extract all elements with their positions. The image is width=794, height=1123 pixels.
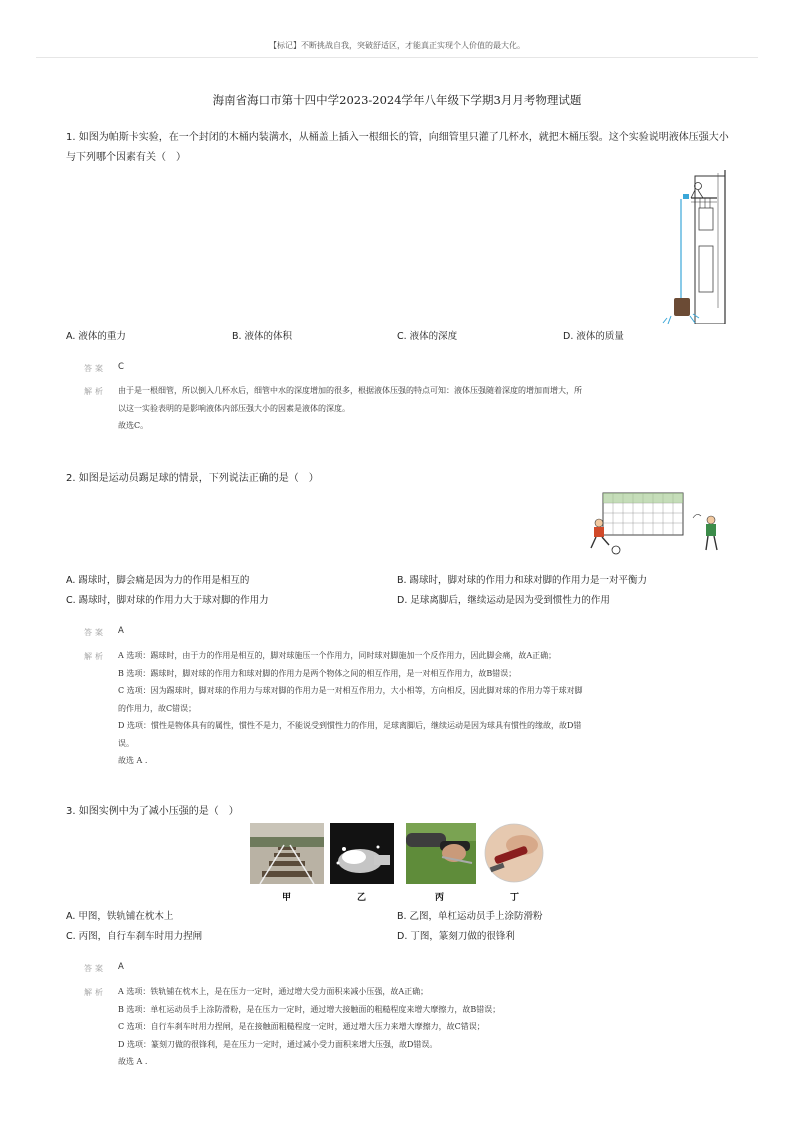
q2-analysis-line: 故选 A .	[118, 756, 148, 765]
q2-option-a[interactable]: A. 踢球时，脚会痛是因为力的作用是相互的	[66, 575, 250, 586]
q2-analysis-line: C 选项：因为踢球时，脚对球的作用力与球对脚的作用力是一对相互作用力，大小相等，方向相反，因此脚对球的作用力等于球对脚	[118, 686, 583, 695]
q2-analysis-line: 误。	[118, 738, 134, 748]
q2-analysis-line: D 选项：惯性是物体具有的属性，惯性不是力，不能说受到惯性力的作用，足球离脚后，继续运动是因为球具有惯性的缘故，故D错	[118, 721, 582, 730]
header-note: 【标记】不断挑战自我，突破舒适区，才能真正实现个人价值的最大化。	[269, 41, 525, 50]
caption-yi: 乙	[357, 893, 367, 903]
q3-analysis-line: A 选项：铁轨铺在枕木上，是在压力一定时，通过增大受力面积来减小压强，故A正确；	[118, 987, 429, 996]
q3-answer: A	[118, 962, 124, 972]
q3-option-d[interactable]: D. 丁图，篆刻刀做的很锋利	[397, 931, 515, 942]
q3-analysis-line: 故选 A .	[118, 1057, 148, 1066]
q1-analysis	[118, 382, 718, 435]
q1-analysis-label: 解析	[84, 387, 106, 396]
header-divider	[36, 57, 758, 58]
q3-analysis-line: D 选项：篆刻刀做的很锋利，是在压力一定时，通过减小受力面积来增大压强，故D错误。	[118, 1039, 438, 1049]
q1-answer-label: 答案	[84, 364, 106, 373]
q2-option-b[interactable]: B. 踢球时，脚对球的作用力和球对脚的作用力是一对平衡力	[397, 575, 648, 586]
caption-ding: 丁	[510, 893, 520, 903]
q1-analysis-line: 以这一实验表明的是影响液体内部压强大小的因素是液体的深度。	[118, 403, 350, 413]
page-title: 海南省海口市第十四中学2023-2024学年八年级下学期3月月考物理试题	[212, 93, 582, 107]
question-3-text: 3. 如图实例中为了减小压强的是（ ）	[66, 806, 239, 817]
q1-option-c[interactable]: C. 液体的深度	[397, 331, 458, 342]
q3-analysis-line: C 选项：自行车刹车时用力捏闸，是在接触面粗糙程度一定时，通过增大压力来增大摩擦力，故C错误；	[118, 1022, 485, 1031]
q3-analysis	[118, 983, 718, 1071]
q3-option-a[interactable]: A. 甲图，铁轨铺在枕木上	[66, 911, 174, 922]
q1-option-d[interactable]: D. 液体的质量	[563, 331, 624, 342]
caption-jia: 甲	[282, 893, 292, 903]
q3-option-c[interactable]: C. 丙图，自行车刹车时用力捏闸	[66, 931, 203, 942]
question-2-text: 2. 如图是运动员踢足球的情景，下列说法正确的是（ ）	[66, 473, 319, 484]
q2-analysis-line: A 选项：踢球时，由于力的作用是相互的，脚对球施压一个作用力，同时球对脚施加一个反作用力，因此脚会痛，故A正确；	[118, 651, 557, 660]
photo-chalk-hands	[330, 823, 394, 884]
q2-option-d[interactable]: D. 足球离脚后，继续运动是因为受到惯性力的作用	[397, 595, 610, 606]
photo-bike-brake	[406, 823, 476, 884]
q2-analysis-line: B 选项：踢球时，脚对球的作用力和球对脚的作用力是两个物体之间的相互作用，是一对相互作用力，故B错误；	[118, 668, 517, 678]
question-1-text: 1. 如图为帕斯卡实验，在一个封闭的木桶内装满水，从桶盖上插入一根细长的管，向细管里只灌了几杯水，就把木桶压裂。这个实验说明液体压强大小与下列哪个因素有关（ ）	[66, 132, 729, 163]
q2-analysis-line: 的作用力，故C错误；	[118, 703, 197, 713]
q2-option-c[interactable]: C. 踢球时，脚对球的作用力大于球对脚的作用力	[66, 595, 269, 606]
q1-analysis-line: 由于是一根细管，所以倒入几杯水后，细管中水的深度增加的很多，根据液体压强的特点可知：液体压强随着深度的增加而增大，所	[118, 386, 582, 395]
q3-analysis-label: 解析	[84, 988, 106, 997]
q1-option-a[interactable]: A. 液体的重力	[66, 331, 126, 342]
q3-option-b[interactable]: B. 乙图，单杠运动员手上涂防滑粉	[397, 911, 543, 922]
pascal-barrel-figure	[655, 168, 730, 324]
photo-carving-knife	[482, 823, 546, 884]
q3-analysis-line: B 选项：单杠运动员手上涂防滑粉，是在压力一定时，通过增大接触面的粗糙程度来增大摩擦力，故B错误；	[118, 1004, 501, 1014]
photo-railway-sleepers	[250, 823, 324, 884]
q2-answer-label: 答案	[84, 628, 106, 637]
q1-analysis-line: 故选C。	[118, 421, 149, 430]
q2-answer: A	[118, 626, 124, 636]
q1-option-b[interactable]: B. 液体的体积	[232, 331, 293, 342]
q2-analysis	[118, 647, 718, 770]
soccer-kick-figure	[583, 490, 725, 560]
q1-answer: C	[118, 362, 124, 372]
q2-analysis-label: 解析	[84, 652, 106, 661]
caption-bing: 丙	[435, 893, 445, 903]
q3-answer-label: 答案	[84, 964, 106, 973]
